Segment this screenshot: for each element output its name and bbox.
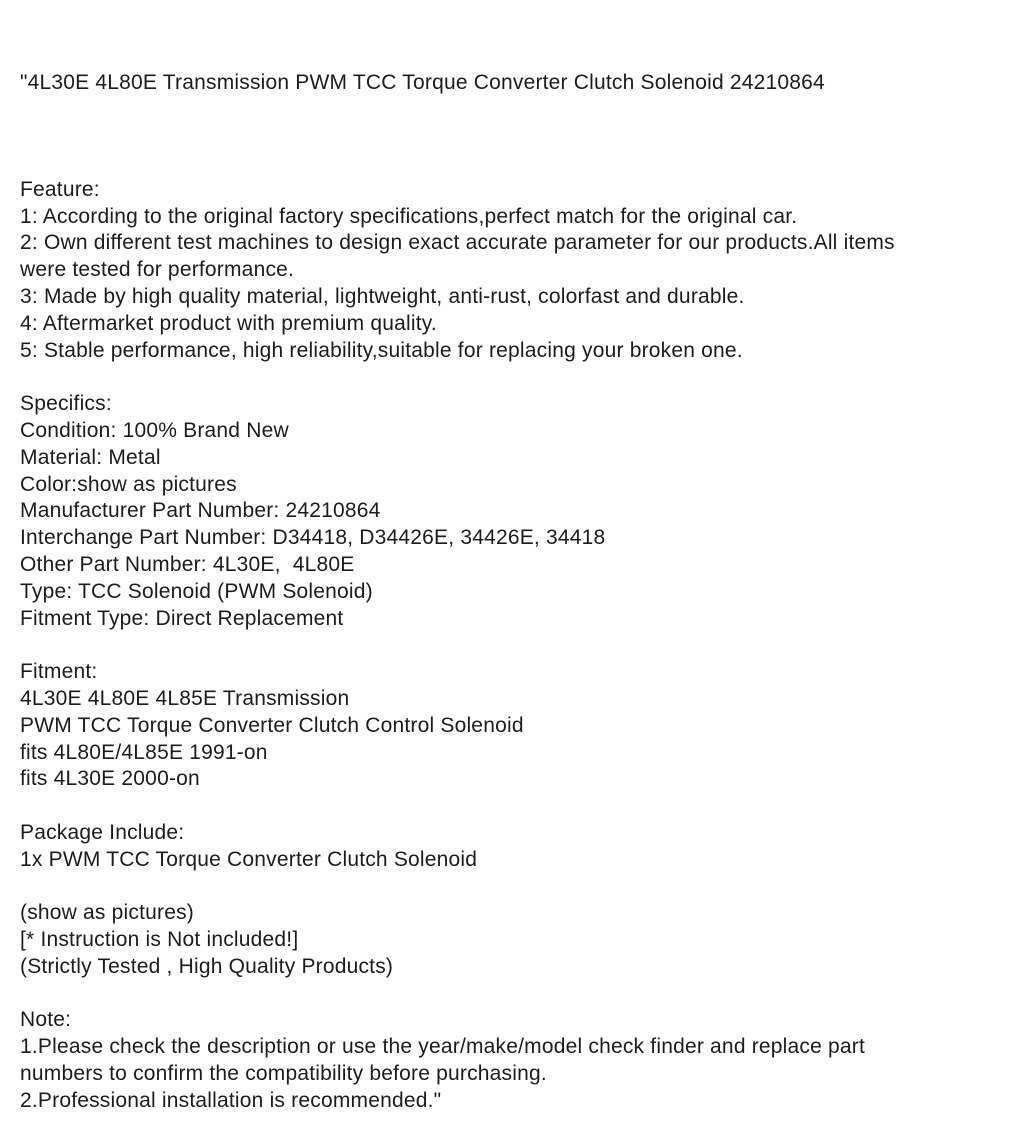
text-line: (show as pictures) (20, 901, 194, 925)
text-line: Type: TCC Solenoid (PWM Solenoid) (20, 579, 373, 603)
section-heading: Fitment: (20, 660, 98, 684)
document-sections (20, 150, 1016, 1115)
text-line: fits 4L80E/4L85E 1991-on (20, 740, 268, 764)
section-specifics (20, 391, 1016, 632)
section-pictures-note (20, 900, 1016, 980)
text-line: 1.Please check the description or use the year/make/model check finder and replace part (20, 1035, 866, 1059)
text-line: 4L30E 4L80E 4L85E Transmission (20, 686, 350, 710)
text-line: Other Part Number: 4L30E, 4L80E (20, 552, 355, 576)
section-package-include (20, 820, 1016, 874)
blank-line (20, 981, 1016, 1008)
text-line: 4: Aftermarket product with premium quality. (20, 311, 437, 335)
blank-line (20, 632, 1016, 659)
text-line: Material: Metal (20, 445, 161, 469)
document-title: "4L30E 4L80E Transmission PWM TCC Torque Converter Clutch Solenoid 24210864 (20, 70, 825, 94)
section-heading: Note: (20, 1008, 72, 1032)
blank-line (20, 874, 1016, 901)
text-line: (Strictly Tested , High Quality Products) (20, 954, 394, 978)
text-line: Color:show as pictures (20, 472, 237, 496)
text-line: were tested for performance. (20, 258, 295, 282)
blank-line (20, 793, 1016, 820)
text-line: 2.Professional installation is recommended." (20, 1088, 442, 1112)
blank-line (20, 364, 1016, 391)
text-line: fits 4L30E 2000-on (20, 767, 200, 791)
section-heading: Feature: (20, 177, 100, 201)
text-line: Fitment Type: Direct Replacement (20, 606, 344, 630)
section-fitment (20, 659, 1016, 793)
text-line: 5: Stable performance, high reliability,suitable for replacing your broken one. (20, 338, 743, 362)
section-heading: Specifics: (20, 392, 112, 416)
text-line: Condition: 100% Brand New (20, 418, 289, 442)
text-line: 3: Made by high quality material, lightweight, anti-rust, colorfast and durable. (20, 284, 745, 308)
text-line: [* Instruction is Not included!] (20, 928, 299, 952)
text-line: numbers to confirm the compatibility before purchasing. (20, 1062, 547, 1086)
text-line: Manufacturer Part Number: 24210864 (20, 499, 381, 523)
text-line: 1: According to the original factory specifications,perfect match for the original car. (20, 204, 798, 228)
text-line: 1x PWM TCC Torque Converter Clutch Solenoid (20, 847, 478, 871)
text-line: 2: Own different test machines to design exact accurate parameter for our products.All items (20, 231, 895, 255)
text-line: Interchange Part Number: D34418, D34426E, 34426E, 34418 (20, 526, 606, 550)
text-line: PWM TCC Torque Converter Clutch Control Solenoid (20, 713, 524, 737)
section-heading: Package Include: (20, 820, 185, 844)
section-feature (20, 177, 1016, 365)
blank-line (20, 150, 1016, 177)
